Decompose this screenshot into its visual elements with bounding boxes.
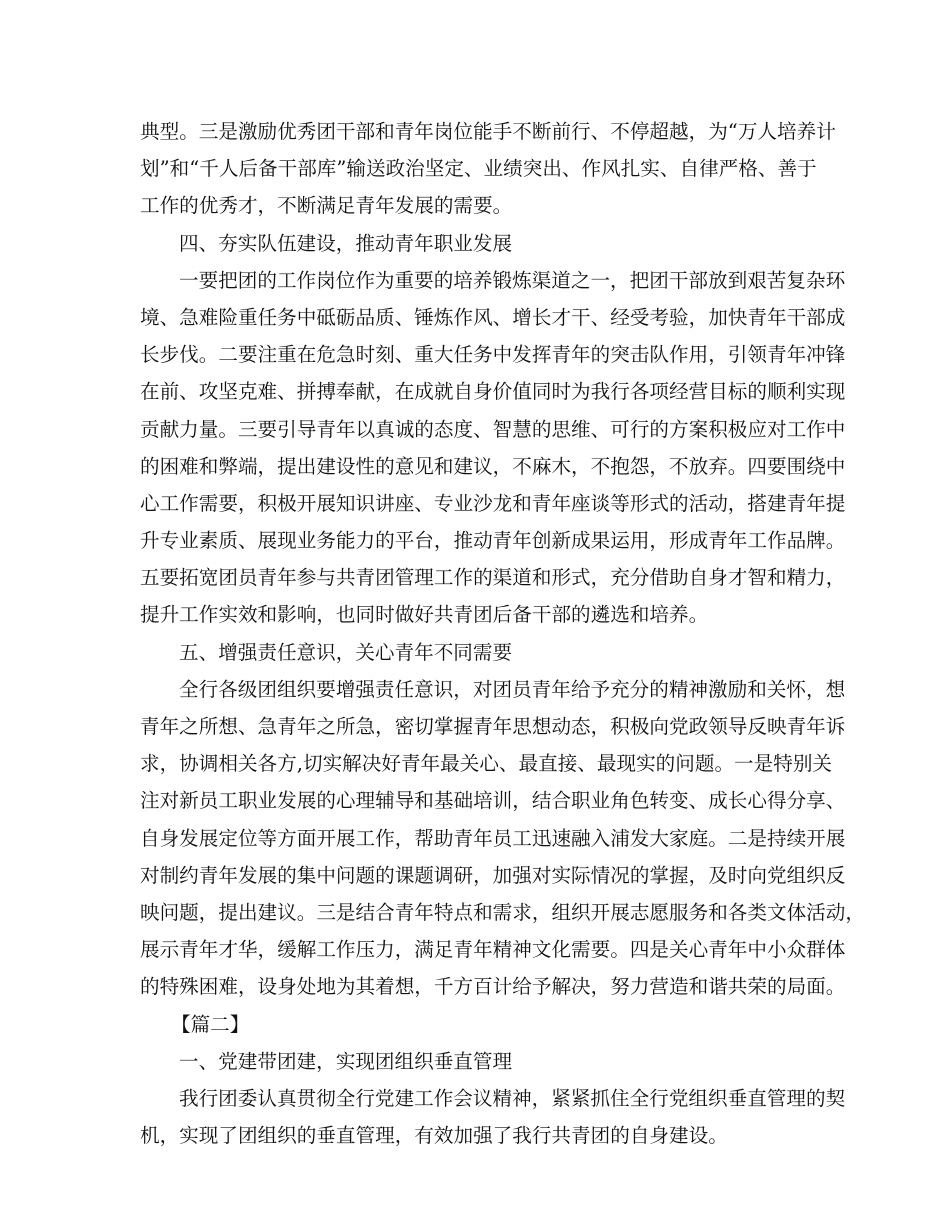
section-heading: 五、增强责任意识，关心青年不同需要 (179, 640, 513, 664)
text-line: 划”和“千人后备干部库”输送政治坚定、业绩突出、作风扎实、自律严格、善于 (140, 157, 817, 181)
text-line: 映问题，提出建议。三是结合青年特点和需求，组织开展志愿服务和各类文体活动， (140, 900, 865, 924)
text-line: 机，实现了团组织的垂直管理，有效加强了我行共青团的自身建设。 (140, 1124, 728, 1148)
text-line: 在前、攻坚克难、拼搏奉献，在成就自身价值同时为我行各项经营目标的顺利实现 (140, 380, 846, 404)
text-line: 对制约青年发展的集中问题的课题调研，加强对实际情况的掌握，及时向党组织反 (140, 863, 846, 887)
text-line: 工作的优秀才，不断满足青年发展的需要。 (140, 194, 513, 218)
text-line: 典型。三是激励优秀团干部和青年岗位能手不断前行、不停超越，为“万人培养计 (140, 120, 836, 143)
text-line: 求，协调相关各方,切实解决好青年最关心、最直接、最现实的问题。一是特别关 (140, 752, 833, 776)
document-page (140, 113, 865, 1154)
text-line: 青年之所想、急青年之所急，密切掌握青年思想动态，积极向党政领导反映青年诉 (140, 715, 846, 738)
text-line: 境、急难险重任务中砥砺品质、锤炼作风、增长才干、经受考验，加快青年干部成 (140, 305, 846, 329)
paragraph-start: 我行团委认真贯彻全行党建工作会议精神，紧紧抓住全行党组织垂直管理的契 (179, 1086, 846, 1110)
part-heading: 【篇二】 (171, 1012, 250, 1036)
text-line: 五要拓宽团员青年参与共青团管理工作的渠道和形式，充分借助自身才智和精力， (140, 566, 846, 590)
text-line: 展示青年才华，缓解工作压力，满足青年精神文化需要。四是关心青年中小众群体 (140, 938, 846, 962)
text-line: 升专业素质、展现业务能力的平台，推动青年创新成果运用，形成青年工作品牌。 (140, 529, 846, 553)
text-line: 的特殊困难，设身处地为其着想，千方百计给予解决，努力营造和谐共荣的局面。 (140, 975, 846, 999)
section-heading: 一、党建带团建，实现团组织垂直管理 (179, 1049, 513, 1073)
text-line: 提升工作实效和影响，也同时做好共青团后备干部的遴选和培养。 (140, 603, 709, 627)
text-line: 注对新员工职业发展的心理辅导和基础培训，结合职业角色转变、成长心得分享、 (140, 789, 846, 813)
text-line: 的困难和弊端，提出建设性的意见和建议，不麻木，不抱怨，不放弃。四要围绕中 (140, 454, 846, 478)
text-line: 长步伐。二要注重在危急时刻、重大任务中发挥青年的突击队作用，引领青年冲锋 (140, 343, 846, 367)
section-heading: 四、夯实队伍建设，推动青年职业发展 (179, 231, 513, 255)
text-line: 贡献力量。三要引导青年以真诚的态度、智慧的思维、可行的方案积极应对工作中 (140, 417, 846, 441)
paragraph-start: 全行各级团组织要增强责任意识，对团员青年给予充分的精神激励和关怀，想 (179, 677, 846, 701)
text-line: 心工作需要，积极开展知识讲座、专业沙龙和青年座谈等形式的活动，搭建青年提 (140, 491, 846, 515)
text-line: 自身发展定位等方面开展工作，帮助青年员工迅速融入浦发大家庭。二是持续开展 (140, 826, 846, 850)
paragraph-start: 一要把团的工作岗位作为重要的培养锻炼渠道之一，把团干部放到艰苦复杂环 (179, 268, 846, 292)
